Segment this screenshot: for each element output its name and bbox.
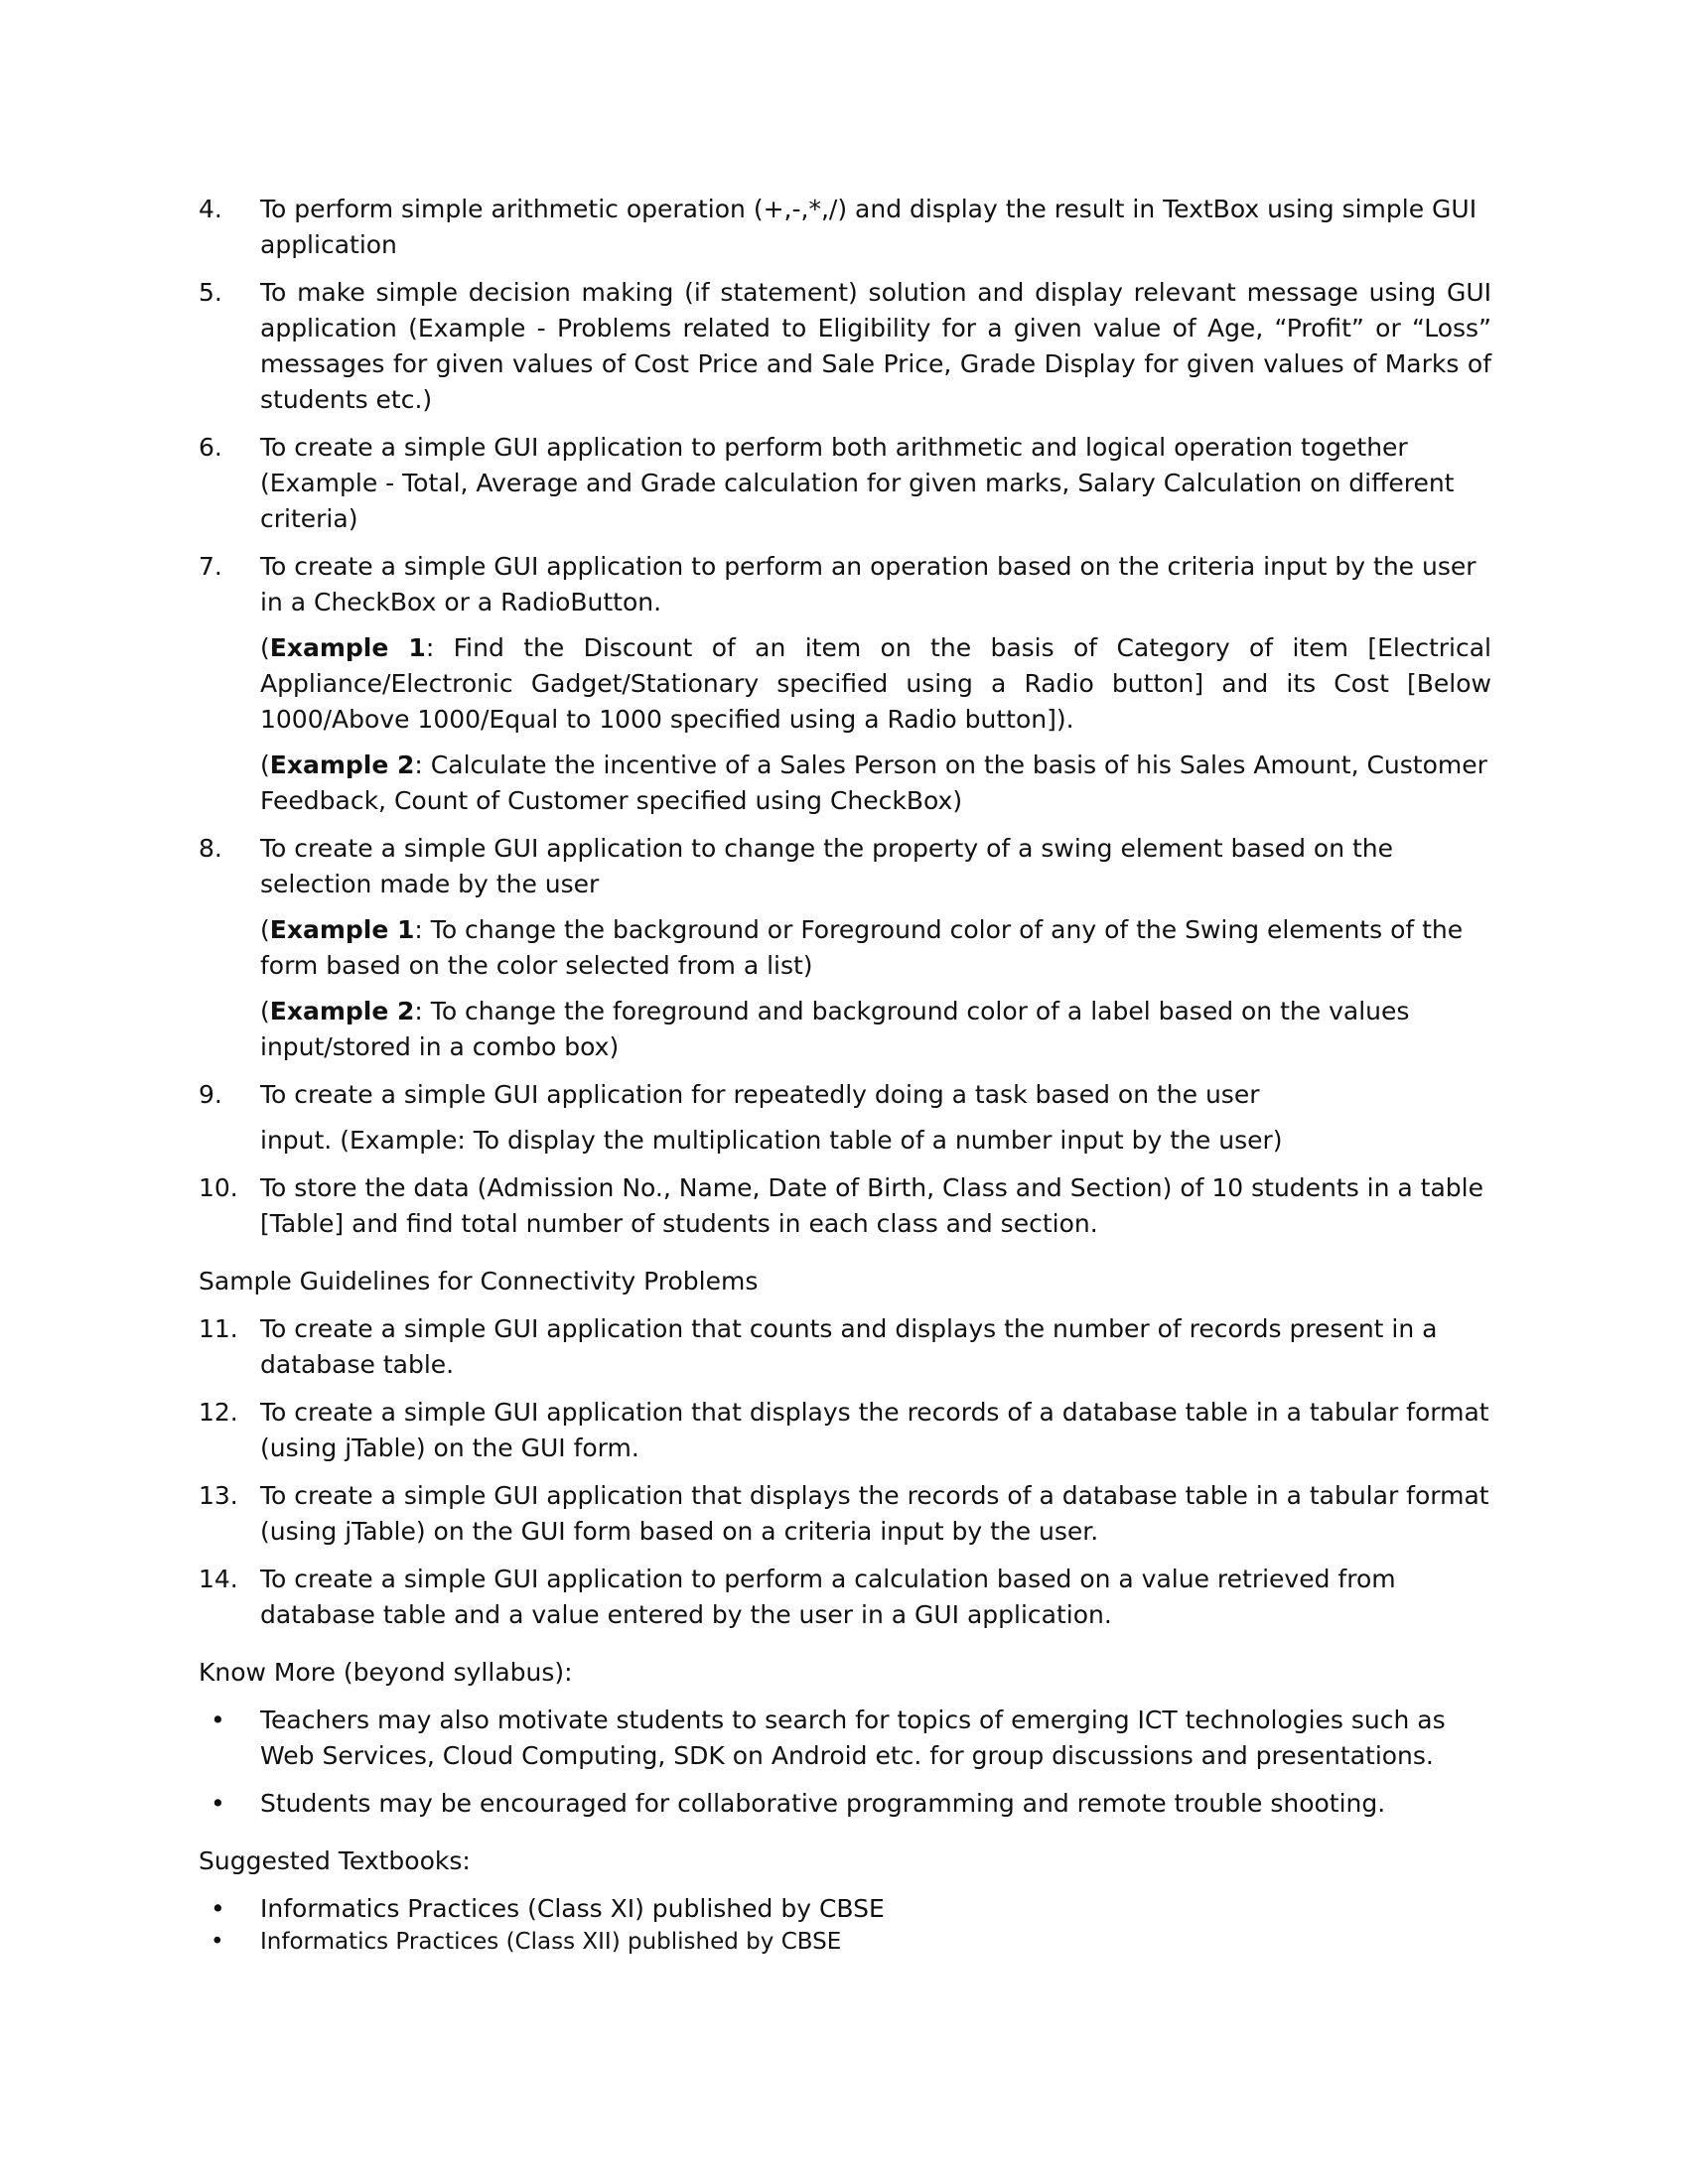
list-item-10 — [199, 1170, 1491, 1242]
textbook-title: Informatics Practices (Class XI) published by CBSE — [260, 1894, 885, 1923]
list-item-7 — [199, 549, 1491, 819]
item-text: To create a simple GUI application to change the property of a swing element based on the selection made by the user — [260, 834, 1394, 898]
list-item-6 — [199, 430, 1491, 537]
bullet-text: Students may be encouraged for collaborative programming and remote trouble shooting. — [260, 1789, 1386, 1818]
section-heading-textbooks: Suggested Textbooks: — [199, 1846, 471, 1875]
section-heading-connectivity: Sample Guidelines for Connectivity Problems — [199, 1267, 759, 1296]
item-number: 10. — [199, 1173, 238, 1202]
document-page — [199, 192, 1491, 1969]
item-number: 9. — [199, 1080, 222, 1109]
item-continuation: input. (Example: To display the multiplication table of a number input by the user) — [260, 1126, 1283, 1155]
textbook-title: Informatics Practices (Class XII) published by CBSE — [260, 1929, 842, 1955]
example-paragraph: (Example 1: To change the background or Foreground color of any of the Swing elements of the form based on the color selected from a list) — [260, 915, 1464, 980]
item-number: 4. — [199, 195, 222, 223]
bullet-item — [199, 1703, 1491, 1774]
list-item-9 — [199, 1077, 1491, 1159]
example-paragraph: (Example 2: To change the foreground and background color of a label based on the values input/stored in a combo box) — [260, 997, 1410, 1061]
item-text: To create a simple GUI application that displays the records of a database table in a tabular format (using jTable) on the GUI form based on a criteria input by the user. — [260, 1481, 1489, 1546]
item-number: 8. — [199, 834, 222, 863]
item-number: 5. — [199, 278, 222, 307]
item-number: 14. — [199, 1565, 238, 1593]
bullet-glyph: • — [211, 1706, 225, 1734]
item-text: To create a simple GUI application to perform both arithmetic and logical operation together (Example - Total, Average and Grade calculation for given marks, Salary Calculation on different criteria) — [260, 433, 1455, 533]
list-item-5 — [199, 275, 1491, 418]
list-item-11 — [199, 1311, 1491, 1383]
bullet-glyph: • — [211, 1929, 224, 1955]
item-text: To create a simple GUI application that counts and displays the number of records present in a database table. — [260, 1314, 1438, 1379]
item-text: To perform simple arithmetic operation (+,-,*,/) and display the result in TextBox using simple GUI application — [260, 195, 1477, 259]
item-number: 6. — [199, 433, 222, 462]
bullet-glyph: • — [211, 1789, 225, 1818]
item-text: To create a simple GUI application that displays the records of a database table in a tabular format (using jTable) on the GUI form. — [260, 1398, 1489, 1462]
item-text: To create a simple GUI application to perform an operation based on the criteria input by the user in a CheckBox or a RadioButton. — [260, 552, 1477, 616]
example-label: Example 2 — [269, 751, 415, 779]
item-number: 7. — [199, 552, 222, 581]
list-item-4 — [199, 192, 1491, 263]
list-item-13 — [199, 1478, 1491, 1550]
bullet-item — [199, 1891, 1491, 1927]
bullet-item — [199, 1927, 1491, 1957]
bullet-glyph: • — [211, 1894, 225, 1923]
item-text: To make simple decision making (if statement) solution and display relevant message using GUI application (Example - Problems related to Eligibility for a given value of Age, “Profit” or “Loss” messages for given values of Cost Price and Sale Price, Grade Display for given values of Marks of students etc.) — [260, 278, 1491, 414]
bullet-item — [199, 1786, 1491, 1822]
bullet-text: Teachers may also motivate students to search for topics of emerging ICT technologies such as Web Services, Cloud Computing, SDK on Android etc. for group discussions and presentations. — [260, 1706, 1446, 1770]
example-paragraph: (Example 1: Find the Discount of an item on the basis of Category of item [Electrical Appliance/Electronic Gadget/Stationary specified using a Radio button] and its Cost [Below 1000/Above 1000/Equal to 1000 specified using a Radio button]). — [260, 633, 1491, 734]
item-text: To store the data (Admission No., Name, Date of Birth, Class and Section) of 10 students in a table [Table] and find total number of students in each class and section. — [260, 1173, 1483, 1238]
section-heading-know-more: Know More (beyond syllabus): — [199, 1658, 573, 1687]
list-item-14 — [199, 1562, 1491, 1633]
example-label: Example 1 — [269, 915, 415, 944]
example-label: Example 1 — [269, 633, 426, 662]
example-label: Example 2 — [269, 997, 415, 1025]
item-text: To create a simple GUI application to perform a calculation based on a value retrieved from database table and a value entered by the user in a GUI application. — [260, 1565, 1396, 1629]
item-number: 11. — [199, 1314, 238, 1343]
item-number: 12. — [199, 1398, 238, 1427]
example-paragraph: (Example 2: Calculate the incentive of a Sales Person on the basis of his Sales Amount, Customer Feedback, Count of Customer specified using CheckBox) — [260, 751, 1487, 815]
item-text: To create a simple GUI application for repeatedly doing a task based on the user — [260, 1080, 1260, 1109]
list-item-8 — [199, 831, 1491, 1065]
list-item-12 — [199, 1395, 1491, 1466]
item-number: 13. — [199, 1481, 238, 1510]
